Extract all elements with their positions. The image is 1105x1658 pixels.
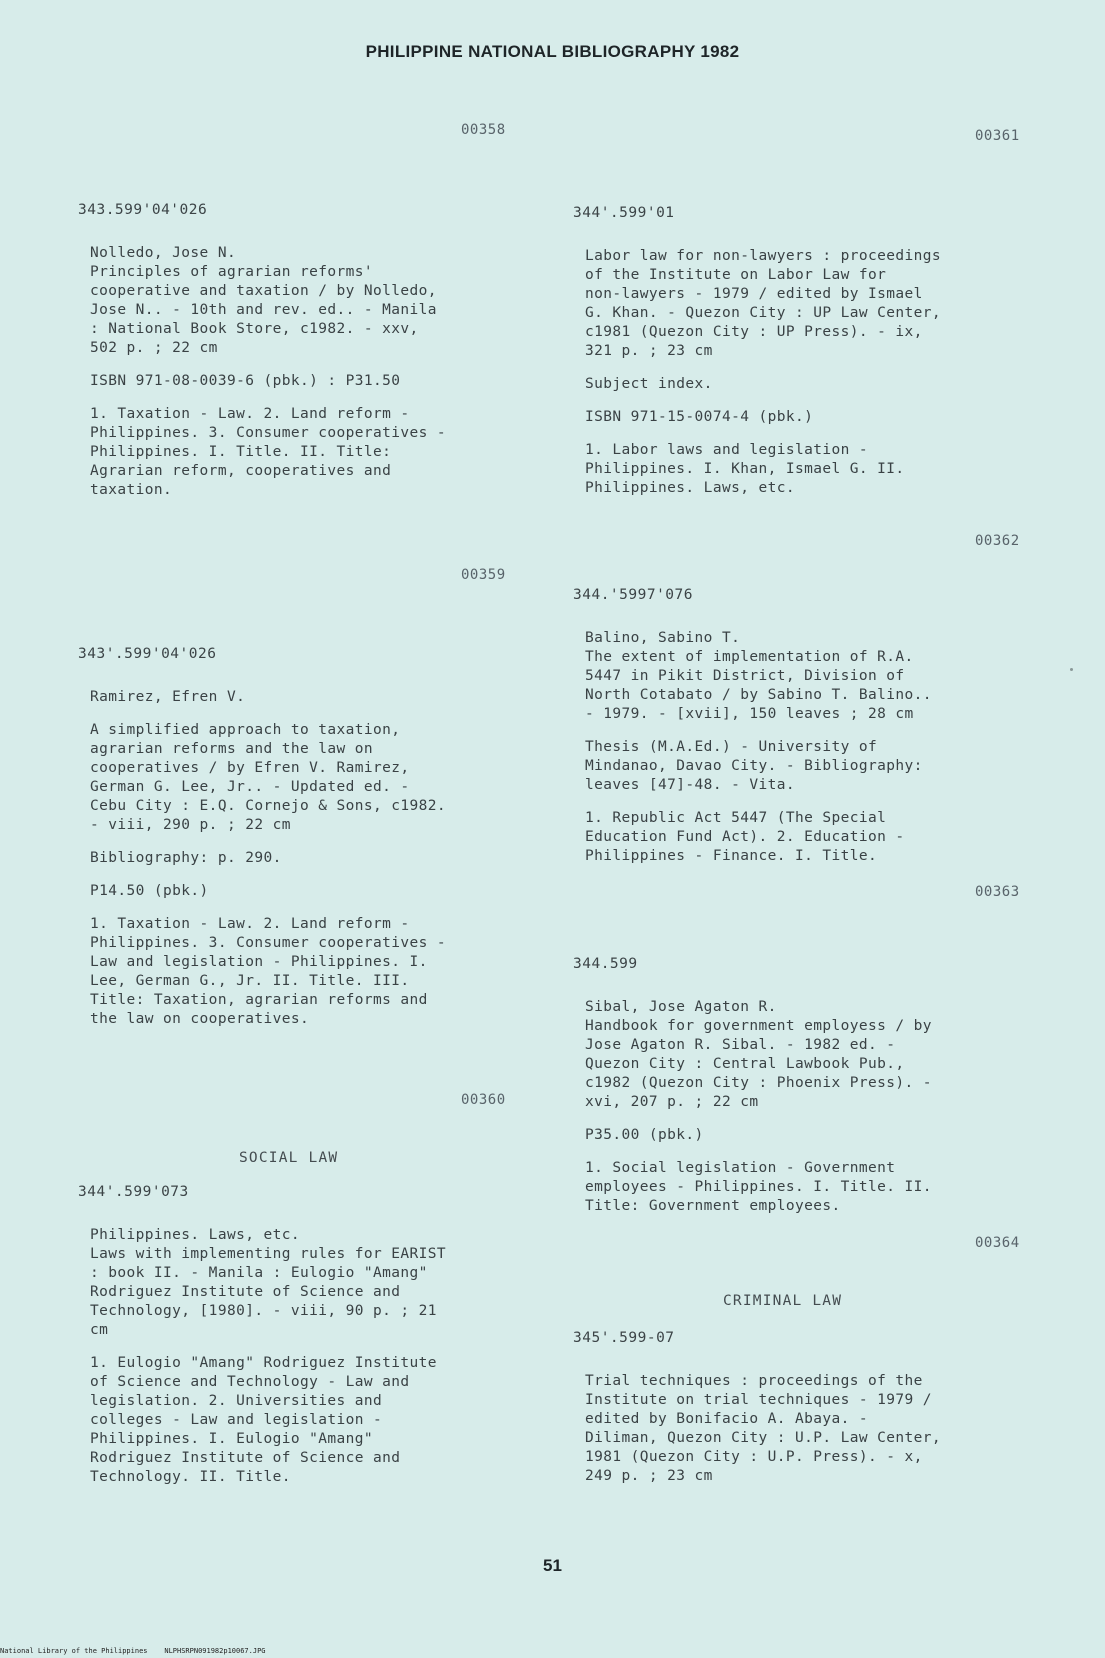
- scan-footer: National Library of the Philippines NLPHSRPN091982p10067.JPG: [0, 1647, 266, 1655]
- entry-isbn: ISBN 971-15-0074-4 (pbk.): [585, 409, 814, 425]
- entry-description: A simplified approach to taxation, agrarian reforms and the law on cooperatives / by Efren V. Ramirez, German G. Lee, Jr.. - Updated ed. - Cebu City : E.Q. Cornejo & Sons, c1982. - viii, 290 p. ; 22 cm: [90, 722, 447, 833]
- entry-price: P35.00 (pbk.): [585, 1127, 704, 1143]
- entry-number: 00358: [461, 122, 506, 138]
- call-number: 344.599: [573, 956, 638, 972]
- section-heading: CRIMINAL LAW: [723, 1293, 843, 1309]
- bibliography-entry: [573, 587, 1043, 880]
- bibliography-entry: [573, 956, 1043, 1230]
- entry-description: Trial techniques : proceedings of the Institute on trial techniques - 1979 / edited by Bonifacio A. Abaya. - Diliman, Quezon City : U.P. Law Center, 1981 (Quezon City : U.P. Press). - x, 249 p. ; 23 cm: [585, 1373, 942, 1484]
- entry-subjects: 1. Republic Act 5447 (The Special Education Fund Act). 2. Education - Philippines - Finance. I. Title.: [585, 810, 905, 864]
- entry-subjects: 1. Taxation - Law. 2. Land reform - Philippines. 3. Consumer cooperatives - Philippines. I. Title. II. Title: Agrarian reform, cooperatives and taxation.: [90, 406, 447, 498]
- entry-isbn: ISBN 971-08-0039-6 (pbk.) : P31.50: [90, 373, 401, 389]
- entry-number: 00359: [461, 567, 506, 583]
- bibliography-entry: [78, 202, 548, 514]
- entry-description: Balino, Sabino T. The extent of implementation of R.A. 5447 in Pikit District, Division of North Cotabato / by Sabino T. Balino.. - 1979. - [xvii], 150 leaves ; 28 cm: [585, 630, 932, 722]
- entry-number: 00362: [975, 533, 1020, 549]
- entry-description: Labor law for non-lawyers : proceedings of the Institute on Labor Law for non-lawyers - 1979 / edited by Ismael G. Khan. - Quezon City : UP Law Center, c1981 (Quezon City : UP Press). - ix, 321 p. ; 23 cm: [585, 248, 942, 359]
- bibliography-entry: [573, 1330, 1043, 1500]
- speck: [1070, 668, 1073, 671]
- bibliography-entry: [573, 205, 1043, 512]
- entry-note: Bibliography: p. 290.: [90, 850, 282, 866]
- entry-note: Thesis (M.A.Ed.) - University of Mindanao, Davao City. - Bibliography: leaves [47]-48. - Vita.: [585, 739, 923, 793]
- entry-number: 00363: [975, 884, 1020, 900]
- bibliography-entry: [78, 1184, 548, 1501]
- call-number: 344'.599'073: [78, 1184, 189, 1200]
- entry-number: 00364: [975, 1235, 1020, 1251]
- bibliography-entry: [78, 646, 548, 1043]
- entry-author: Ramirez, Efren V.: [90, 689, 246, 705]
- section-heading: SOCIAL LAW: [239, 1150, 339, 1166]
- entry-number: 00360: [461, 1092, 506, 1108]
- entry-description: Philippines. Laws, etc. Laws with implementing rules for EARIST : book II. - Manila : Eulogio "Amang" Rodriguez Institute of Science and Technology, [1980]. - viii, 90 p. ; 21 cm: [90, 1227, 447, 1338]
- page-number: 51: [543, 1556, 562, 1575]
- call-number: 343.599'04'026: [78, 202, 208, 218]
- page-header: PHILIPPINE NATIONAL BIBLIOGRAPHY 1982: [365, 42, 740, 61]
- call-number: 343'.599'04'026: [78, 646, 217, 662]
- entry-description: Nolledo, Jose N. Principles of agrarian reforms' cooperative and taxation / by Nolledo, Jose N.. - 10th and rev. ed.. - Manila : National Book Store, c1982. - xxv, 502 p. ; 22 cm: [90, 245, 437, 356]
- entry-subjects: 1. Taxation - Law. 2. Land reform - Philippines. 3. Consumer cooperatives - Law and legislation - Philippines. I. Lee, German G., Jr. II. Title. III. Title: Taxation, agrarian reforms and the law on cooperatives.: [90, 916, 447, 1027]
- entry-subjects: 1. Social legislation - Government employees - Philippines. I. Title. II. Title: Government employees.: [585, 1160, 932, 1214]
- call-number: 344'.599'01: [573, 205, 675, 221]
- entry-subjects: 1. Labor laws and legislation - Philippines. I. Khan, Ismael G. II. Philippines. Laws, etc.: [585, 442, 905, 496]
- entry-note: Subject index.: [585, 376, 713, 392]
- call-number: 345'.599-07: [573, 1330, 675, 1346]
- entry-description: Sibal, Jose Agaton R. Handbook for government employess / by Jose Agaton R. Sibal. - 1982 ed. - Quezon City : Central Lawbook Pub., c1982 (Quezon City : Phoenix Press). - xvi, 207 p. ; 22 cm: [585, 999, 932, 1110]
- call-number: 344.'5997'076: [573, 587, 693, 603]
- entry-number: 00361: [975, 128, 1020, 144]
- entry-subjects: 1. Eulogio "Amang" Rodriguez Institute of Science and Technology - Law and legislation. 2. Universities and colleges - Law and legislation - Philippines. I. Eulogio "Amang" Rodriguez Institute of Science and Technology. II. Title.: [90, 1355, 437, 1485]
- entry-price: P14.50 (pbk.): [90, 883, 209, 899]
